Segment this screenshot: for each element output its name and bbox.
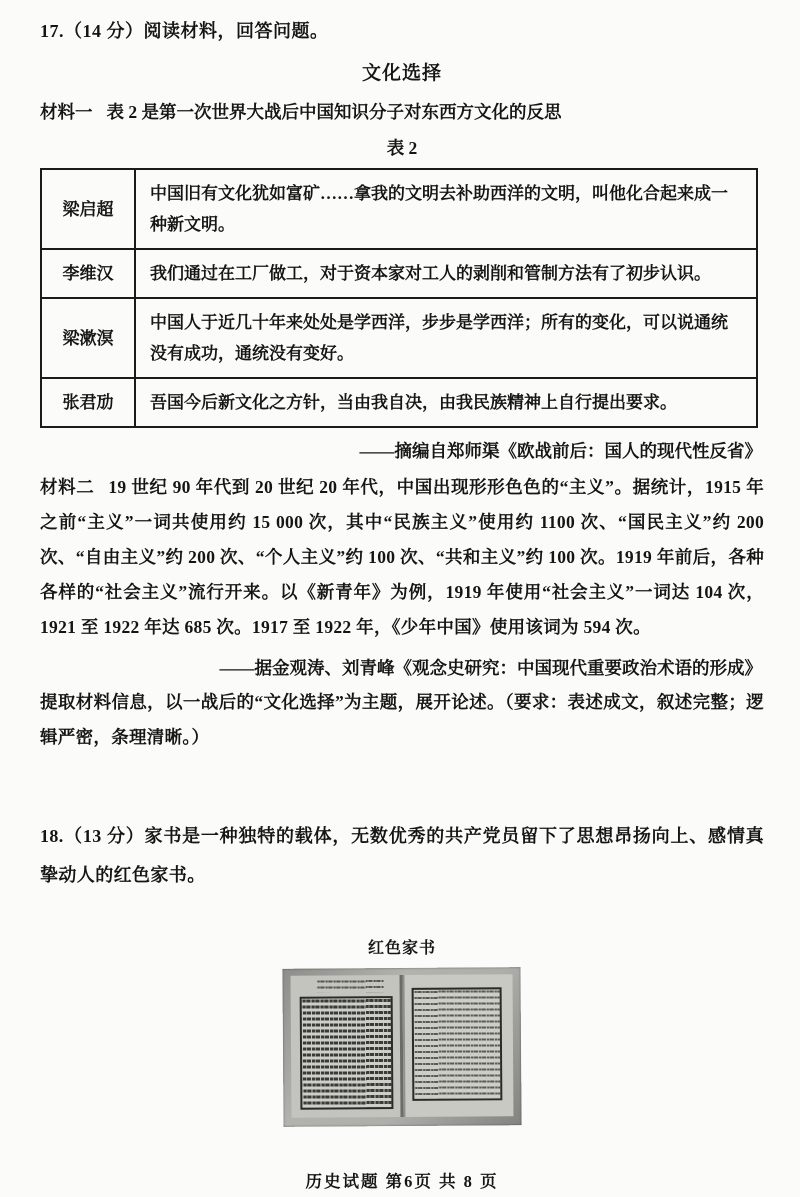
question-18-header	[40, 817, 764, 895]
material-2-paragraph	[40, 470, 764, 645]
figure-title: 红色家书	[367, 940, 436, 957]
material-1-intro: 表 2 是第一次世界大战后中国知识分子对东西方文化的反思	[106, 102, 562, 122]
person-view: 吾国今后新文化之方针，当由我自决，由我民族精神上自行提出要求。	[135, 378, 757, 427]
material-1-line	[40, 97, 764, 127]
person-view: 中国旧有文化犹如富矿……拿我的文明去补助西洋的文明，叫他化合起来成一种新文明。	[135, 169, 757, 249]
material-2-text: 19 世纪 90 年代到 20 世纪 20 年代，中国出现形形色色的“主义”。据统计，1915 年之前“主义”一词共使用约 15 000 次，其中“民族主义”使用约 1100 次、“国民主义”约 200 次、“自由主义”约 200 次、“个人主义”约 100 次、“共和主义”约 100 次。1919 年前后，各种各样的“社会主义”流行开来。以《新青年》为例，1919 年使用“社会主义”一词达 104 次，1921 至 1922 年达 685 次。1917 至 1922 年，《少年中国》使用该词为 594 次。	[40, 477, 765, 637]
table-row	[41, 249, 757, 298]
table-caption: 表 2	[386, 138, 418, 158]
page-footer: 历史试题 第6页 共 8 页	[305, 1172, 499, 1191]
views-table	[40, 168, 758, 428]
question-17-header: 17.（14 分）阅读材料，回答问题。	[40, 21, 329, 41]
material-title: 文化选择	[361, 63, 442, 84]
red-family-letters-photo	[282, 967, 521, 1127]
letter-left-page	[291, 975, 403, 1118]
material-1-source: ——摘编自郑师渠《欧战前后：国人的现代性反省》	[359, 441, 762, 461]
person-name: 梁漱溟	[41, 298, 135, 378]
material-2-label: 材料二	[40, 477, 95, 497]
person-view: 我们通过在工厂做工，对于资本家对工人的剥削和管制方法有了初步认识。	[135, 249, 757, 298]
table-row	[41, 378, 757, 427]
person-name: 梁启超	[41, 169, 135, 249]
table-row	[41, 169, 757, 249]
handwriting-block	[411, 987, 502, 1101]
table-row	[41, 298, 757, 378]
person-name: 李维汉	[41, 249, 135, 298]
handwriting-block	[300, 996, 393, 1110]
letter-right-page	[402, 974, 513, 1117]
question-18-number: 18.（13 分）	[40, 826, 145, 846]
material-1-label: 材料一	[40, 102, 93, 122]
handwriting-header	[317, 979, 384, 992]
person-name: 张君劢	[41, 378, 135, 427]
red-letters-figure	[40, 935, 764, 1126]
question-17-task: 提取材料信息，以一战后的“文化选择”为主题，展开论述。（要求：表述成文，叙述完整；逻辑严密，条理清晰。）	[40, 692, 764, 747]
question-18-text: 家书是一种独特的载体，无数优秀的共产党员留下了思想昂扬向上、感情真挚动人的红色家书。	[40, 826, 764, 885]
material-2-source: ——据金观涛、刘青峰《观念史研究：中国现代重要政治术语的形成》	[219, 658, 762, 678]
person-view: 中国人于近几十年来处处是学西洋，步步是学西洋；所有的变化，可以说通统没有成功，通统没有变好。	[135, 298, 757, 378]
